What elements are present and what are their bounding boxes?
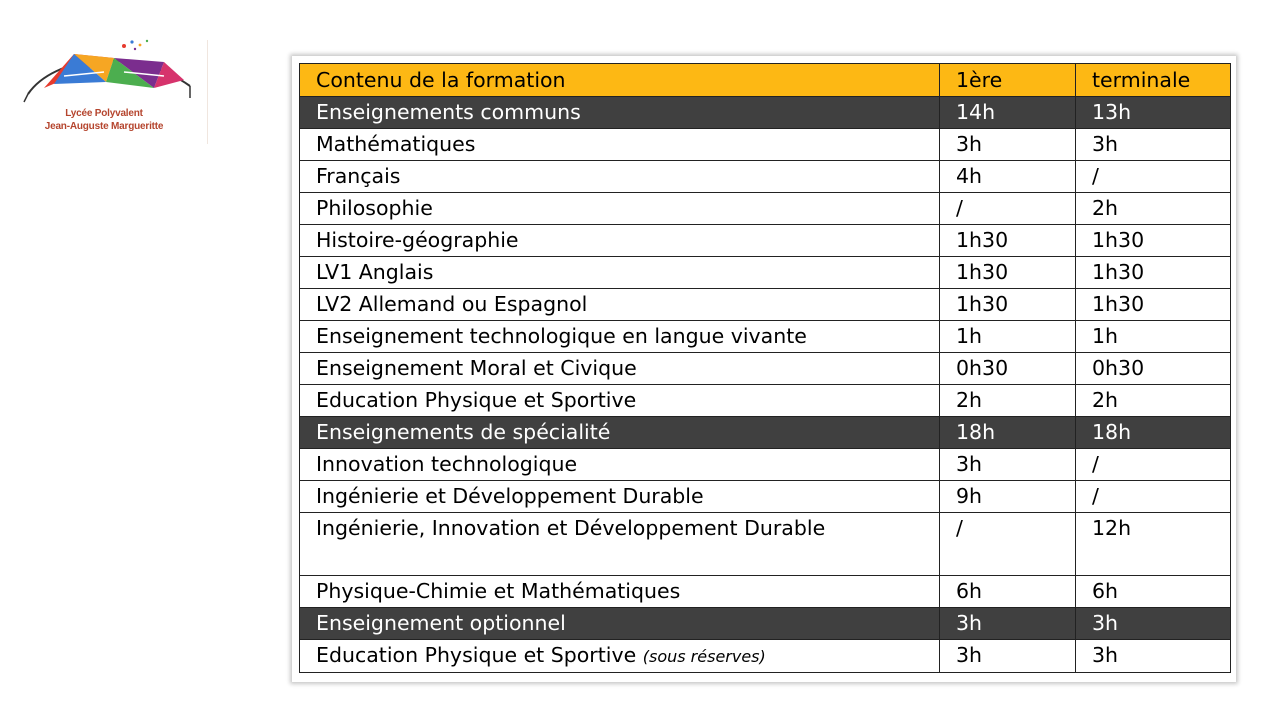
subject-label: Français [300, 161, 940, 193]
schedule-table-frame [292, 56, 1236, 682]
table-row [300, 353, 1231, 385]
subject-label: Ingénierie, Innovation et Développement Durable [300, 513, 940, 576]
section-label: Enseignements communs [300, 97, 940, 129]
table-row [300, 225, 1231, 257]
hours-first: 3h [940, 608, 1076, 640]
subject-label: LV2 Allemand ou Espagnol [300, 289, 940, 321]
section-row-speciality [300, 417, 1231, 449]
table-row [300, 289, 1231, 321]
subject-note: (sous réserves) [642, 647, 766, 666]
table-row [300, 193, 1231, 225]
logo-school-type: Lycée Polyvalent [65, 108, 143, 119]
section-row-optional [300, 608, 1231, 640]
hours-first: 14h [940, 97, 1076, 129]
subject-text: Education Physique et Sportive [316, 643, 637, 667]
subject-label: Philosophie [300, 193, 940, 225]
hours-first: 1h30 [940, 289, 1076, 321]
subject-label: Histoire-géographie [300, 225, 940, 257]
table-row [300, 481, 1231, 513]
header-first-year: 1ère [940, 64, 1076, 97]
hours-final: 18h [1076, 417, 1231, 449]
subject-label: Enseignement Moral et Civique [300, 353, 940, 385]
table-row [300, 513, 1231, 576]
hours-first: 0h30 [940, 353, 1076, 385]
hours-final: 6h [1076, 576, 1231, 608]
header-final-year: terminale [1076, 64, 1231, 97]
hours-first: 2h [940, 385, 1076, 417]
subject-label: Physique-Chimie et Mathématiques [300, 576, 940, 608]
section-label: Enseignements de spécialité [300, 417, 940, 449]
logo-divider [207, 40, 208, 144]
hours-final: / [1076, 481, 1231, 513]
hours-first: 3h [940, 449, 1076, 481]
subject-label: Mathématiques [300, 129, 940, 161]
hours-final: 1h [1076, 321, 1231, 353]
hours-first: 6h [940, 576, 1076, 608]
table-row [300, 385, 1231, 417]
hours-final: 0h30 [1076, 353, 1231, 385]
subject-label [300, 640, 940, 673]
hours-final: 2h [1076, 385, 1231, 417]
hours-final: 3h [1076, 129, 1231, 161]
section-row-common [300, 97, 1231, 129]
schedule-table [299, 63, 1231, 673]
hours-final: 3h [1076, 640, 1231, 673]
hours-final: 12h [1076, 513, 1231, 576]
logo-school-name: Jean-Auguste Margueritte [44, 121, 164, 132]
hours-final: / [1076, 161, 1231, 193]
hours-first: 3h [940, 640, 1076, 673]
header-subject: Contenu de la formation [300, 64, 940, 97]
section-label: Enseignement optionnel [300, 608, 940, 640]
subject-label: LV1 Anglais [300, 257, 940, 289]
hours-final: 1h30 [1076, 257, 1231, 289]
hours-first: / [940, 513, 1076, 576]
table-row [300, 640, 1231, 673]
hours-final: 2h [1076, 193, 1231, 225]
hours-first: 1h30 [940, 257, 1076, 289]
hours-final: 3h [1076, 608, 1231, 640]
hours-final: 1h30 [1076, 225, 1231, 257]
table-row [300, 161, 1231, 193]
subject-label: Innovation technologique [300, 449, 940, 481]
school-logo [14, 36, 210, 144]
table-row [300, 321, 1231, 353]
table-row [300, 576, 1231, 608]
table-row [300, 449, 1231, 481]
hours-first: 3h [940, 129, 1076, 161]
logo-kite-icon [14, 36, 194, 110]
table-row [300, 257, 1231, 289]
hours-first: 18h [940, 417, 1076, 449]
subject-label: Ingénierie et Développement Durable [300, 481, 940, 513]
hours-final: 13h [1076, 97, 1231, 129]
hours-first: 4h [940, 161, 1076, 193]
table-row [300, 129, 1231, 161]
table-header-row [300, 64, 1231, 97]
hours-first: / [940, 193, 1076, 225]
subject-label: Education Physique et Sportive [300, 385, 940, 417]
hours-final: / [1076, 449, 1231, 481]
subject-label: Enseignement technologique en langue vivante [300, 321, 940, 353]
hours-final: 1h30 [1076, 289, 1231, 321]
hours-first: 1h30 [940, 225, 1076, 257]
hours-first: 1h [940, 321, 1076, 353]
hours-first: 9h [940, 481, 1076, 513]
